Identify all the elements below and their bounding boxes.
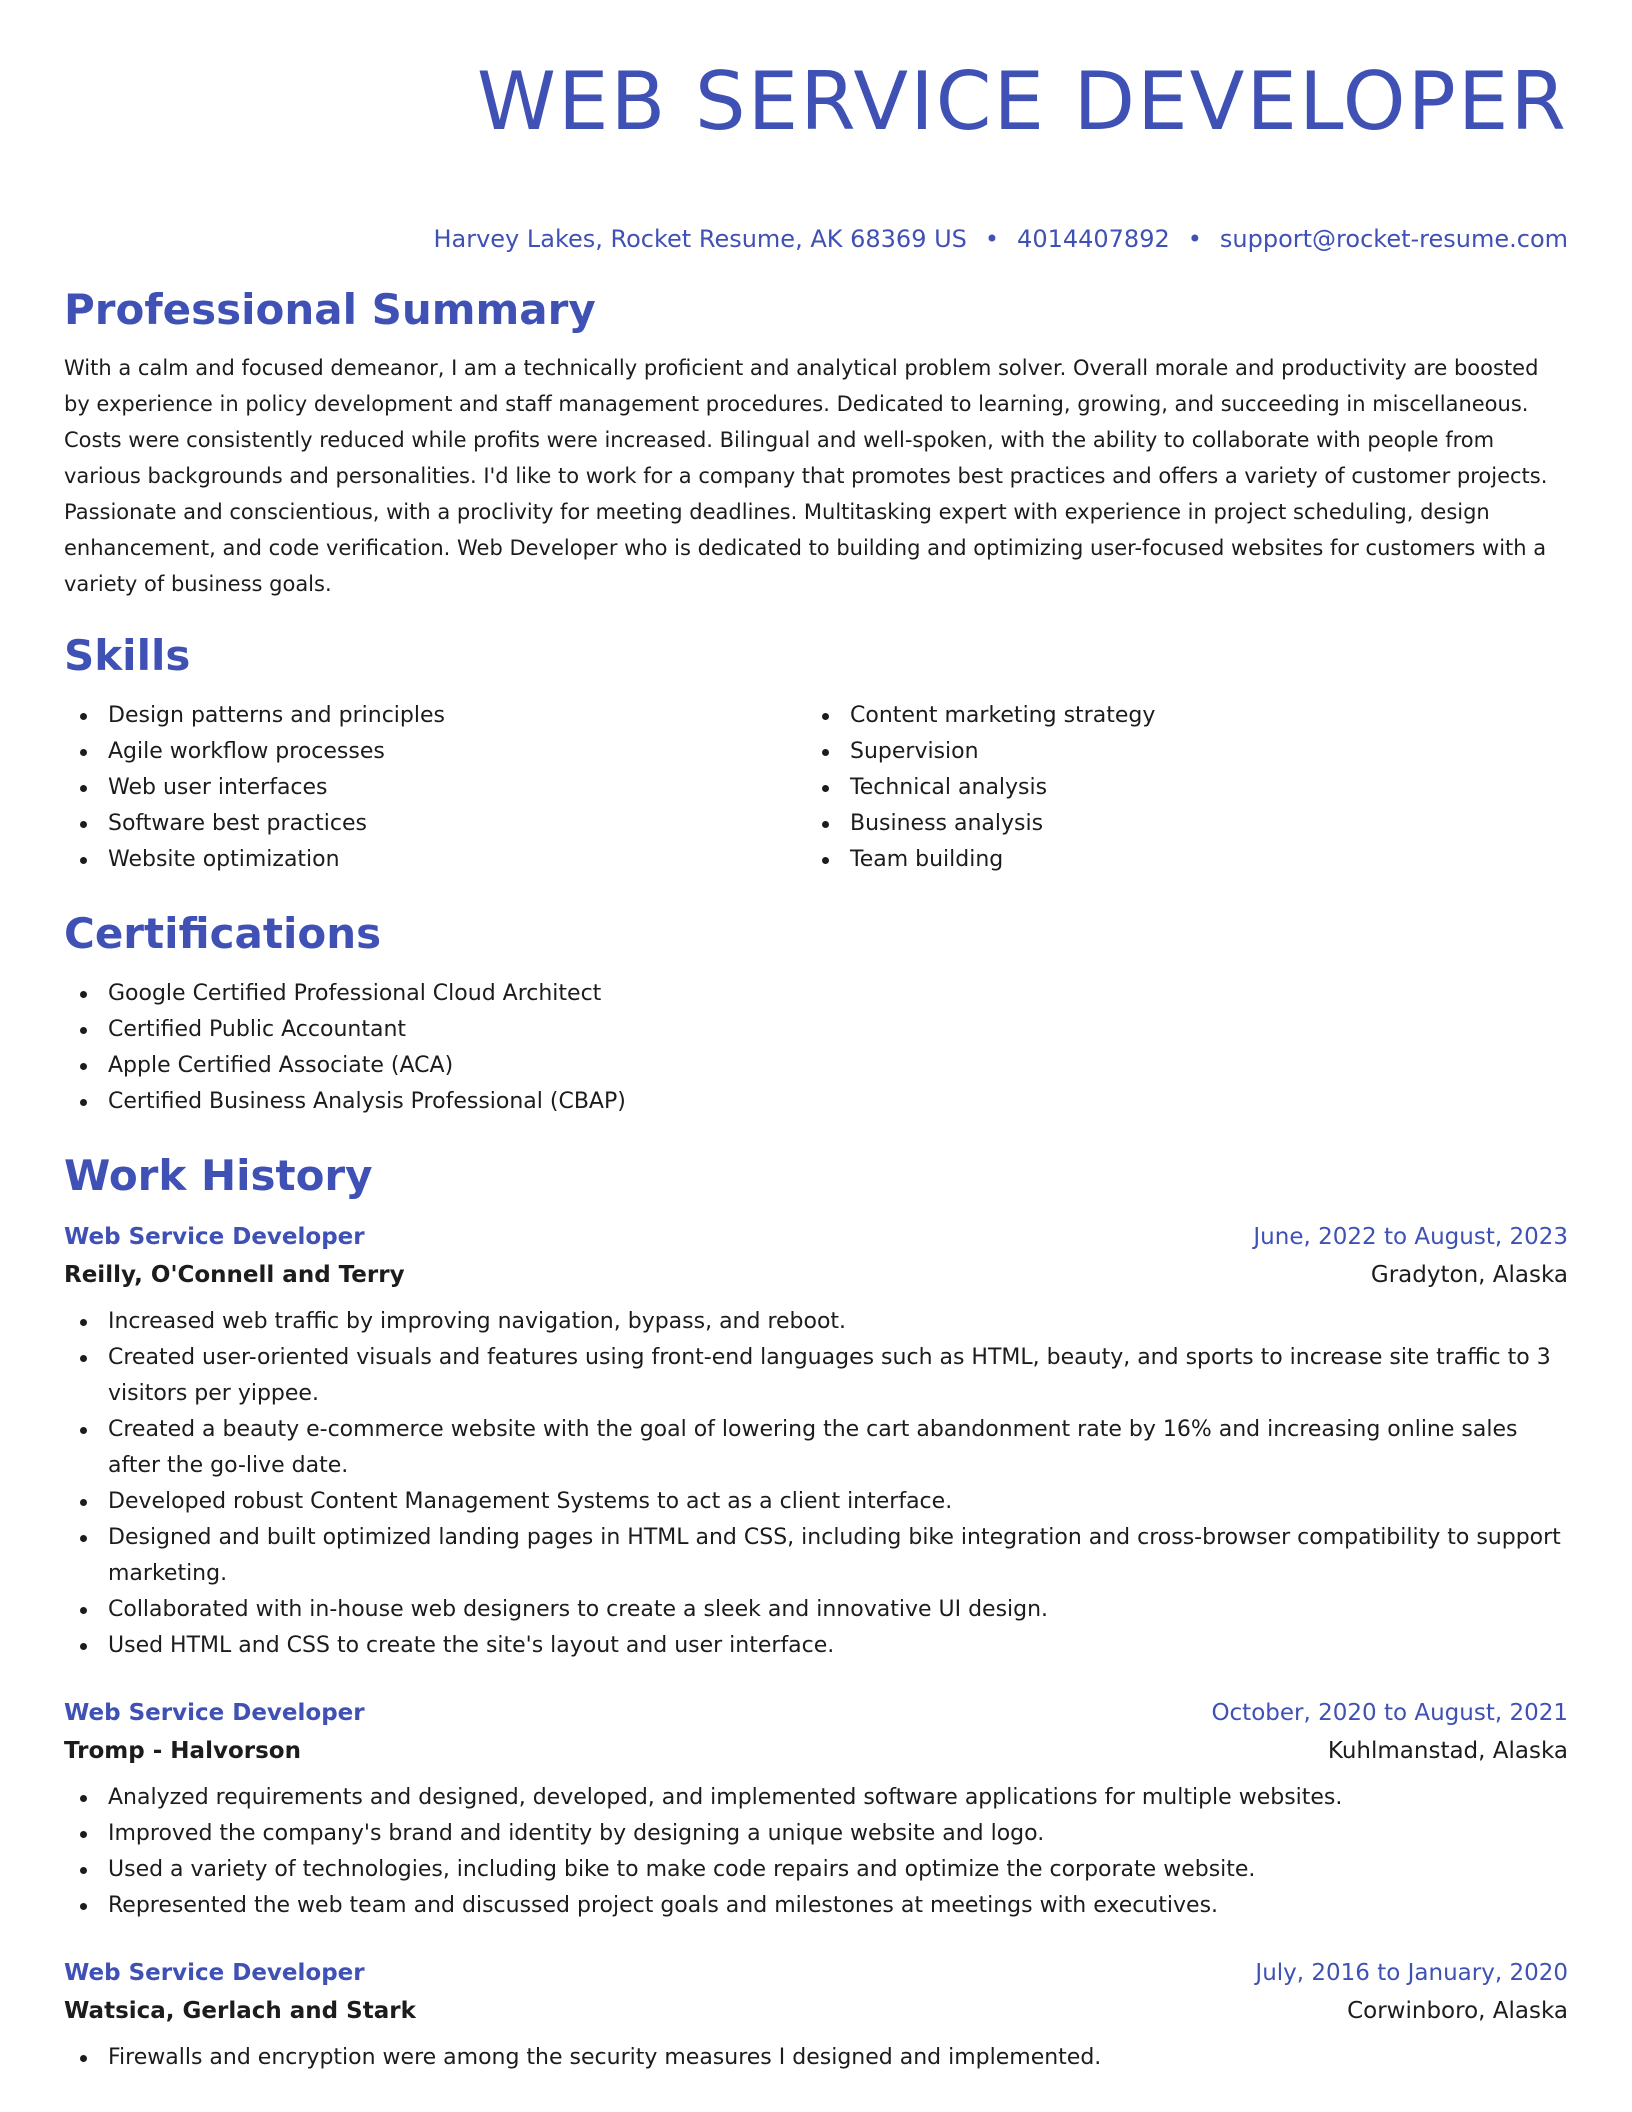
job-bullet: Analyzed requirements and designed, developed, and implemented software applications for multiple websites. [64,1780,1568,1816]
job-bullet: Created a beauty e-commerce website with the goal of lowering the cart abandonment rate by 16% and increasing online sales after the go-live date. [64,1412,1568,1484]
skill-item: Software best practices [64,806,806,842]
job-company-row [64,1992,1568,2030]
skills-list-left [64,698,806,878]
job-bullet: Increased web traffic by improving navigation, bypass, and reboot. [64,1304,1568,1340]
skill-item: Business analysis [806,806,1548,842]
job-bullet: Used HTML and CSS to create the site's layout and user interface. [64,1628,1568,1664]
resume-header [64,0,1568,256]
job-bullet: Collaborated with in-house web designers to create a sleek and innovative UI design. [64,1592,1568,1628]
job-bullet: Developed robust Content Management Systems to act as a client interface. [64,1484,1568,1520]
skill-item: Team building [806,842,1548,878]
certification-item: Google Certified Professional Cloud Architect [64,976,1568,1012]
job-company-row [64,1256,1568,1294]
job-company: Tromp - Halvorson [64,1738,301,1764]
work-history-section [64,1148,1568,2076]
job-bullet: Used a variety of technologies, including bike to make code repairs and optimize the corporate website. [64,1852,1568,1888]
certifications-section [64,906,1568,1120]
resume-title: WEB SERVICE DEVELOPER [476,55,1568,148]
summary-text: With a calm and focused demeanor, I am a technically proficient and analytical problem solver. Overall morale and productivity are boosted by experience in policy development and staff management procedures. Dedicated to learning, growing, and succeeding in miscellaneous. Costs were consistently reduced while profits were increased. Bilingual and well-spoken, with the ability to collaborate with people from various backgrounds and personalities. I'd like to work for a company that promotes best practices and offers a variety of customer projects. Passionate and conscientious, with a proclivity for meeting deadlines. Multitasking expert with experience in project scheduling, design enhancement, and code verification. Web Developer who is dedicated to building and optimizing user-focused websites for customers with a variety of business goals. [64,356,1548,596]
job-title: Web Service Developer [64,1224,365,1250]
skill-item: Supervision [806,734,1548,770]
job-location: Gradyton, Alaska [1370,1262,1568,1288]
skill-item: Design patterns and principles [64,698,806,734]
job-bullet: Firewalls and encryption were among the security measures I designed and implemented. [64,2040,1568,2076]
contact-address: Harvey Lakes, Rocket Resume, AK 68369 US [433,225,967,253]
contact-separator: • [1187,225,1202,253]
skills-heading: Skills [64,631,191,680]
job-bullet: Designed and built optimized landing pages in HTML and CSS, including bike integration and cross-browser compatibility to support marketing. [64,1520,1568,1592]
job-dates: July, 2016 to January, 2020 [1255,1960,1568,1986]
job-location: Kuhlmanstad, Alaska [1327,1738,1568,1764]
job-title-row [64,1218,1568,1256]
job-bullets [64,1304,1568,1664]
job-bullet: Created user-oriented visuals and features using front-end languages such as HTML, beauty, and sports to increase site traffic to 3 visitors per yippee. [64,1340,1568,1412]
job-entry [64,1954,1568,2076]
certifications-list [64,976,1568,1120]
job-entry [64,1694,1568,1924]
certification-item: Certified Business Analysis Professional (CBAP) [64,1084,1568,1120]
job-dates: October, 2020 to August, 2021 [1211,1700,1568,1726]
certifications-heading: Certifications [64,909,382,958]
job-bullet: Improved the company's brand and identity by designing a unique website and logo. [64,1816,1568,1852]
contact-separator: • [984,225,1000,253]
job-title-row [64,1954,1568,1992]
job-entry [64,1218,1568,1664]
skills-list-right [806,698,1548,878]
job-company-row [64,1732,1568,1770]
contact-phone[interactable]: 4014407892 [1017,225,1170,253]
certification-item: Apple Certified Associate (ACA) [64,1048,1568,1084]
skill-item: Web user interfaces [64,770,806,806]
skill-item: Technical analysis [806,770,1548,806]
contact-email[interactable]: support@rocket-resume.com [1219,225,1568,253]
summary-heading: Professional Summary [64,285,596,334]
job-dates: June, 2022 to August, 2023 [1253,1224,1568,1250]
job-title: Web Service Developer [64,1700,365,1726]
skills-grid [64,698,1568,878]
job-company: Watsica, Gerlach and Stark [64,1998,416,2024]
skill-item: Content marketing strategy [806,698,1548,734]
job-bullets [64,2040,1568,2076]
job-company: Reilly, O'Connell and Terry [64,1262,405,1288]
work-history-heading: Work History [64,1151,373,1200]
job-bullet: Represented the web team and discussed project goals and milestones at meetings with executives. [64,1888,1568,1924]
contact-line [64,222,1568,256]
job-title: Web Service Developer [64,1960,365,1986]
job-bullets [64,1780,1568,1924]
skill-item: Website optimization [64,842,806,878]
skill-item: Agile workflow processes [64,734,806,770]
summary-section [64,282,1568,602]
skills-section [64,628,1568,878]
job-location: Corwinboro, Alaska [1347,1998,1568,2024]
job-title-row [64,1694,1568,1732]
certification-item: Certified Public Accountant [64,1012,1568,1048]
